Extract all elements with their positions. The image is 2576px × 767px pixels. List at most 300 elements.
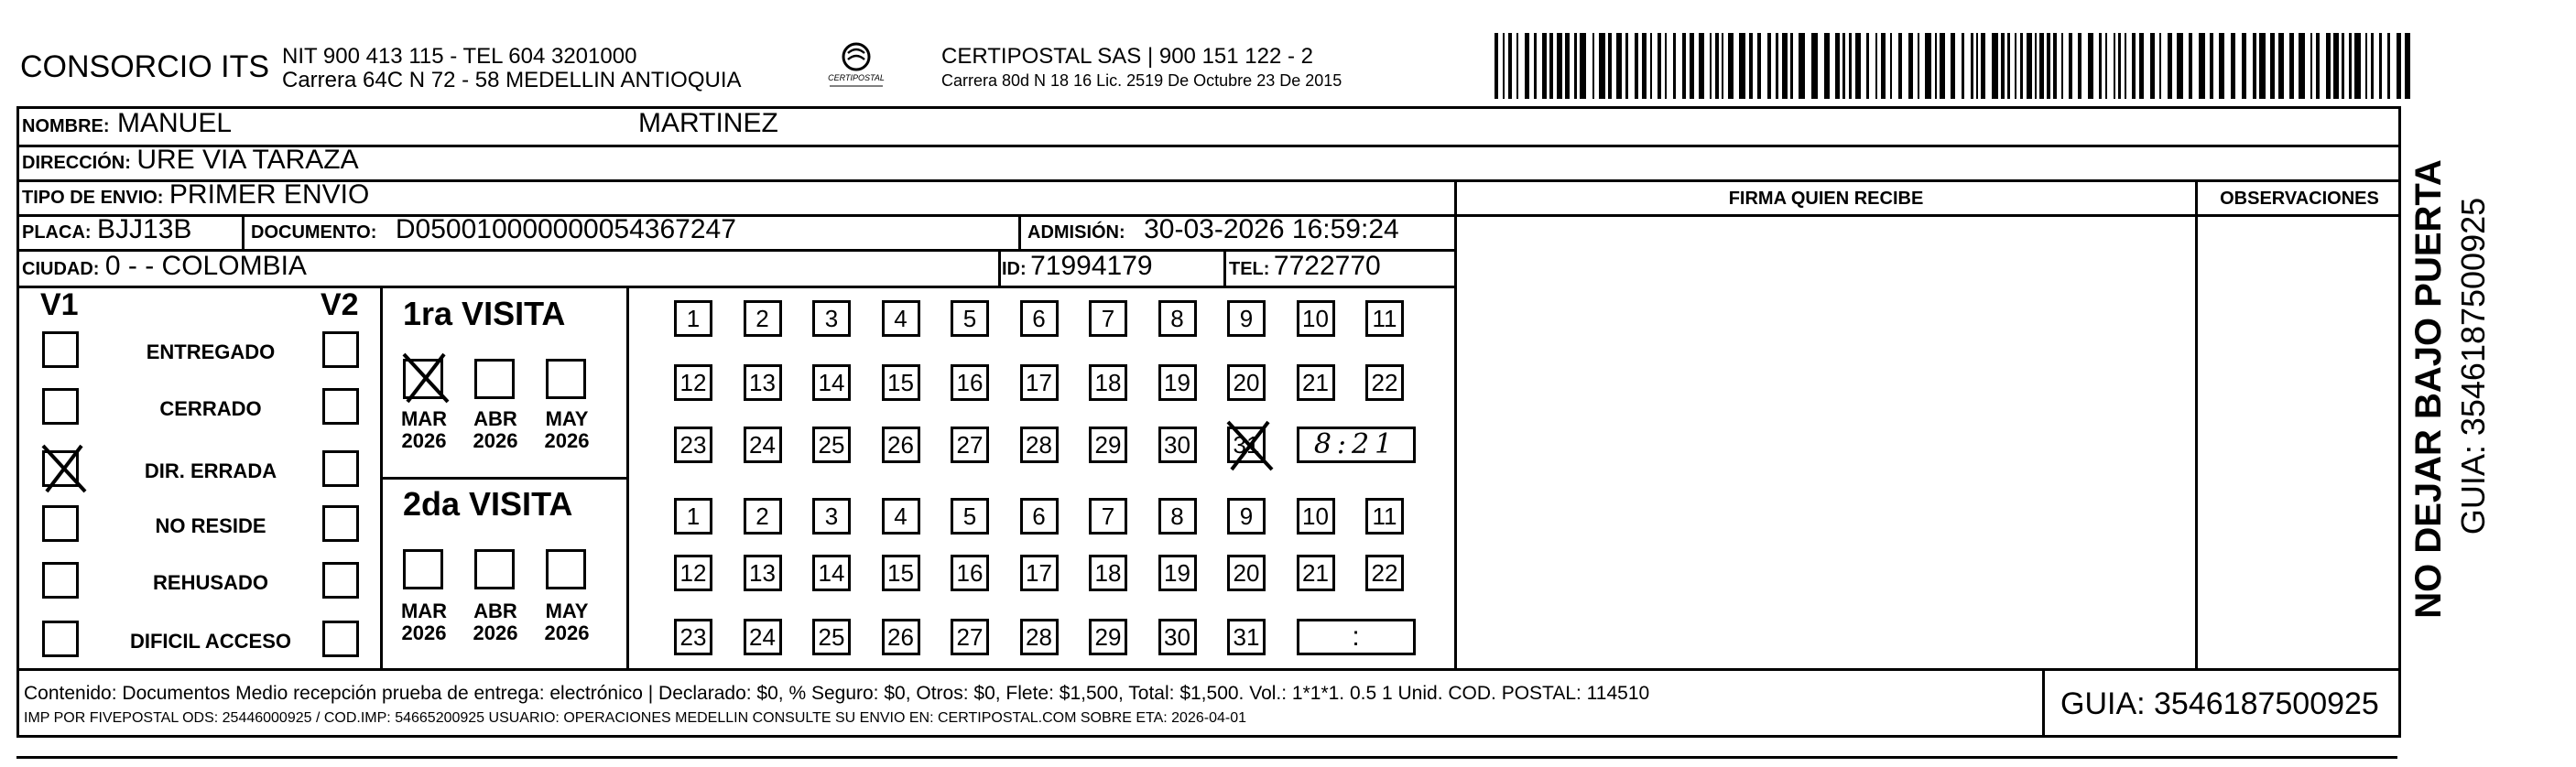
day-number: 24	[749, 431, 776, 459]
barcode-bar	[1658, 33, 1661, 99]
day-number: 27	[956, 623, 984, 651]
barcode-bar	[2001, 33, 2005, 99]
barcode-bar	[1811, 33, 1818, 99]
visit1-day-box[interactable]	[882, 300, 920, 337]
barcode-bar	[1824, 33, 1830, 99]
x-mark-icon	[39, 444, 89, 493]
day-number: 9	[1239, 502, 1254, 530]
visit1-day-box[interactable]	[674, 427, 712, 463]
barcode-bar	[1710, 33, 1712, 99]
plate-row	[22, 214, 191, 245]
visit2-day-box[interactable]	[1089, 619, 1127, 655]
document-value: D050010000000054367247	[395, 214, 736, 244]
plate-value: BJJ13B	[97, 214, 192, 244]
visit1-month-checkbox[interactable]	[546, 359, 586, 399]
day-number: 10	[1302, 305, 1329, 332]
visit1-month-label	[467, 408, 524, 452]
v1-checkbox[interactable]	[42, 562, 79, 599]
barcode-bar	[2259, 33, 2266, 99]
document-label: DOCUMENTO:	[251, 222, 377, 243]
company-info-line1: NIT 900 413 115 - TEL 604 3201000	[282, 44, 637, 69]
day-number: 15	[887, 559, 914, 587]
month-year: 2026	[473, 621, 518, 644]
day-number: 30	[1164, 623, 1190, 651]
barcode-bar	[2061, 33, 2063, 99]
barcode-bar	[1890, 33, 1892, 99]
barcode-bar	[2210, 33, 2213, 99]
barcode-bar	[1549, 33, 1553, 99]
status-label: DIR. ERRADA	[144, 459, 277, 482]
barcode-bar	[1962, 33, 1964, 99]
status-label: CERRADO	[159, 397, 262, 420]
day-number: 7	[1101, 502, 1115, 530]
barcode-bar	[1782, 33, 1788, 99]
day-number: 31	[1233, 623, 1260, 651]
barcode-bar	[2168, 33, 2172, 99]
day-number: 15	[887, 369, 914, 396]
day-number: 17	[1026, 559, 1052, 587]
month-name: ABR	[473, 407, 517, 430]
barcode-bar	[1799, 33, 1805, 99]
barcode-bar	[2199, 33, 2205, 99]
id-label: ID:	[1002, 259, 1027, 279]
barcode-bar	[1918, 33, 1919, 99]
day-number: 9	[1239, 305, 1254, 332]
admission-label: ADMISIÓN:	[1027, 222, 1125, 243]
day-number: 22	[1371, 559, 1398, 587]
status-label: ENTREGADO	[146, 340, 276, 363]
shipping-type-row	[22, 179, 369, 211]
company-name: CONSORCIO ITS	[20, 49, 270, 84]
visit2-day-box[interactable]	[674, 619, 712, 655]
visit1-day-box[interactable]	[812, 427, 851, 463]
visit2-day-box[interactable]	[1020, 555, 1059, 591]
barcode-bar	[2342, 33, 2344, 99]
day-number: 17	[1026, 369, 1052, 396]
barcode-bar	[2007, 33, 2010, 99]
barcode-bar	[2020, 33, 2023, 99]
visit2-month-checkbox[interactable]	[546, 549, 586, 589]
visit2-day-box[interactable]	[951, 619, 989, 655]
visit1-title: 1ra VISITA	[403, 295, 566, 332]
visit1-day-box[interactable]	[674, 364, 712, 401]
address-value: URE VIA TARAZA	[136, 145, 359, 175]
barcode-bar	[1849, 33, 1852, 99]
barcode-bar	[1757, 33, 1761, 99]
tel-label: TEL:	[1229, 259, 1270, 279]
visit2-day-box[interactable]	[1158, 555, 1197, 591]
last-name: MARTINEZ	[638, 108, 778, 138]
barcode-bar	[2015, 33, 2016, 99]
day-number: 29	[1094, 431, 1122, 459]
visit1-time-box[interactable]	[1297, 427, 1416, 463]
barcode-bar	[1635, 33, 1638, 99]
visit1-day-box[interactable]	[1158, 364, 1197, 401]
visit2-day-box[interactable]	[1365, 555, 1404, 591]
visit2-month-checkbox[interactable]	[474, 549, 515, 589]
carrier-logo	[815, 40, 897, 97]
barcode-bar	[1673, 33, 1676, 99]
barcode-bar	[2242, 33, 2246, 99]
barcode-bar	[2069, 33, 2072, 99]
barcode-bar	[2379, 33, 2382, 99]
address-label: DIRECCIÓN:	[22, 153, 131, 173]
visit1-month-label	[396, 408, 452, 452]
day-number: 2	[755, 502, 769, 530]
visit2-day-box[interactable]	[1227, 498, 1266, 535]
visit2-day-box[interactable]	[674, 555, 712, 591]
day-number: 23	[679, 431, 707, 459]
visit2-month-label	[396, 600, 452, 644]
v1-checkbox[interactable]	[42, 331, 79, 368]
barcode-bar	[1935, 33, 1937, 99]
barcode-bar	[1976, 33, 1978, 99]
visit2-day-box[interactable]	[1158, 619, 1197, 655]
day-number: 27	[956, 431, 984, 459]
v2-checkbox[interactable]	[322, 331, 359, 368]
barcode-bar	[2371, 33, 2374, 99]
visit1-day-box[interactable]	[1158, 300, 1197, 337]
tel-value: 7722770	[1273, 251, 1381, 281]
visit1-day-box[interactable]	[951, 364, 989, 401]
barcode-bar	[1650, 33, 1652, 99]
barcode-bar	[1749, 33, 1753, 99]
barcode-bar	[2270, 33, 2275, 99]
barcode-bar	[2189, 33, 2192, 99]
x-mark-icon	[400, 352, 451, 404]
visit2-day-box[interactable]	[674, 498, 712, 535]
id-row	[1002, 251, 1153, 282]
v2-checkbox[interactable]	[322, 505, 359, 542]
barcode-bar	[2159, 33, 2161, 99]
visit1-day-box[interactable]	[1365, 364, 1404, 401]
visit2-day-box[interactable]	[1020, 498, 1059, 535]
visit2-day-box[interactable]	[1227, 555, 1266, 591]
day-number: 28	[1026, 431, 1052, 459]
visit2-day-box[interactable]	[1365, 498, 1404, 535]
name-label: NOMBRE:	[22, 116, 110, 136]
day-number: 13	[749, 559, 776, 587]
v1-checkbox[interactable]	[42, 388, 79, 425]
barcode-bar	[1534, 33, 1537, 99]
visit2-day-box[interactable]	[812, 498, 851, 535]
barcode-bar	[2354, 33, 2361, 99]
visit2-time-value: :	[1352, 621, 1360, 652]
id-value: 71994179	[1030, 251, 1153, 281]
barcode-bar	[1992, 33, 1998, 99]
barcode-bar	[2088, 33, 2093, 99]
barcode-bar	[1722, 33, 1723, 99]
shipping-type-label: TIPO DE ENVIO:	[22, 188, 164, 208]
day-number: 5	[962, 502, 977, 530]
barcode-bar	[1875, 33, 1877, 99]
day-number: 1	[686, 305, 701, 332]
carrier-info-line1: CERTIPOSTAL SAS | 900 151 122 - 2	[941, 44, 1313, 69]
visit1-day-box[interactable]	[812, 364, 851, 401]
barcode-bar	[2125, 33, 2126, 99]
visit1-day-box[interactable]	[1089, 364, 1127, 401]
visit1-day-box[interactable]	[1158, 427, 1197, 463]
barcode-bar	[1599, 33, 1605, 99]
barcode-bar	[2365, 33, 2367, 99]
day-number: 18	[1094, 369, 1122, 396]
x-mark-icon	[1224, 420, 1276, 471]
visit2-day-box[interactable]	[1089, 498, 1127, 535]
barcode-bar	[1866, 33, 1869, 99]
day-number: 2	[755, 305, 769, 332]
day-number: 23	[679, 623, 707, 651]
barcode-icon	[1495, 33, 2410, 99]
visit1-day-box[interactable]	[1227, 427, 1266, 463]
barcode-bar	[1981, 33, 1985, 99]
visit1-day-box[interactable]	[1227, 364, 1266, 401]
barcode-bar	[1516, 33, 1518, 99]
address-row	[22, 145, 359, 176]
day-number: 26	[887, 623, 914, 651]
day-number: 29	[1094, 623, 1122, 651]
barcode-bar	[1951, 33, 1955, 99]
barcode-bar	[1925, 33, 1931, 99]
visit1-day-box[interactable]	[674, 300, 712, 337]
first-name: MANUEL	[117, 108, 233, 138]
visit2-day-box[interactable]	[744, 498, 782, 535]
barcode-bar	[1767, 33, 1771, 99]
visit1-day-box[interactable]	[1297, 364, 1335, 401]
barcode-bar	[1898, 33, 1902, 99]
day-number: 20	[1233, 559, 1260, 587]
barcode-bar	[1881, 33, 1886, 99]
visit2-day-box[interactable]	[1227, 619, 1266, 655]
day-number: 6	[1032, 305, 1046, 332]
visit2-day-box[interactable]	[882, 619, 920, 655]
barcode-bar	[2349, 33, 2352, 99]
visit2-day-box[interactable]	[1089, 555, 1127, 591]
visit1-month-checkbox[interactable]	[474, 359, 515, 399]
visit2-day-box[interactable]	[744, 619, 782, 655]
day-number: 4	[894, 305, 908, 332]
day-number: 7	[1101, 305, 1115, 332]
visit2-day-box[interactable]	[1297, 555, 1335, 591]
v1-checkbox[interactable]	[42, 450, 79, 487]
day-number: 10	[1302, 502, 1329, 530]
barcode-bar	[1728, 33, 1734, 99]
barcode-bar	[1971, 33, 1973, 99]
shipping-type-value: PRIMER ENVIO	[168, 179, 370, 210]
footer-content-line: Contenido: Documentos Medio recepción prueba de entrega: electrónico | Declarado: $0, % Seguro: $0, Otros: $0, Flete: $1,500, Total: $1,500. Vol.: 1*1*1. 0.5 1 Unid. COD. POSTAL: 114510	[24, 683, 1650, 704]
barcode-bar	[1557, 33, 1562, 99]
visit2-month-checkbox[interactable]	[403, 549, 443, 589]
barcode-bar	[1503, 33, 1505, 99]
barcode-bar	[1616, 33, 1622, 99]
day-number: 12	[679, 559, 707, 587]
visit1-day-box[interactable]	[744, 300, 782, 337]
city-row	[22, 251, 307, 282]
side-guia: GUIA: 3546187500925	[2454, 197, 2492, 535]
day-number: 11	[1372, 502, 1397, 530]
plate-label: PLACA:	[22, 222, 92, 243]
visit1-day-box[interactable]	[1089, 427, 1127, 463]
day-number: 21	[1302, 559, 1329, 587]
day-number: 19	[1164, 369, 1190, 396]
footer-info-line: IMP POR FIVEPOSTAL ODS: 25446000925 / COD.IMP: 54665200925 USUARIO: OPERACIONES MEDELLIN CONSULTE SU ENVIO EN: CERTIPOSTAL.COM SOBRE ETA: 2026-04-01	[24, 710, 1246, 726]
month-name: MAY	[545, 600, 589, 622]
barcode-bar	[1776, 33, 1778, 99]
admission-value: 30-03-2026 16:59:24	[1144, 214, 1399, 244]
barcode-bar	[2177, 33, 2183, 99]
visit1-day-box[interactable]	[1020, 427, 1059, 463]
barcode-bar	[1525, 33, 1529, 99]
month-year: 2026	[544, 429, 590, 452]
observations-header: OBSERVACIONES	[2220, 189, 2379, 209]
barcode-bar	[1940, 33, 1945, 99]
visit1-month-label	[538, 408, 595, 452]
day-number: 19	[1164, 559, 1190, 587]
barcode-bar	[1665, 33, 1667, 99]
company-info-line2: Carrera 64C N 72 - 58 MEDELLIN ANTIOQUIA	[282, 68, 742, 92]
barcode-bar	[1625, 33, 1628, 99]
barcode-bar	[2397, 33, 2401, 99]
visit1-day-box[interactable]	[1365, 300, 1404, 337]
barcode-bar	[1574, 33, 1577, 99]
admission-row	[1027, 214, 1399, 245]
barcode-bar	[2278, 33, 2284, 99]
v1-header: V1	[40, 287, 79, 322]
visit1-day-box[interactable]	[951, 427, 989, 463]
day-number: 25	[818, 431, 845, 459]
visit2-day-box[interactable]	[951, 498, 989, 535]
day-number: 3	[824, 305, 839, 332]
month-name: MAR	[400, 600, 448, 622]
barcode-bar	[1715, 33, 1719, 99]
day-number: 12	[679, 369, 707, 396]
status-label: REHUSADO	[153, 571, 268, 594]
barcode-bar	[2105, 33, 2107, 99]
month-year: 2026	[473, 429, 518, 452]
visit1-day-box[interactable]	[1227, 300, 1266, 337]
status-label: NO RESIDE	[155, 514, 266, 537]
barcode-bar	[1608, 33, 1612, 99]
visit1-month-checkbox[interactable]	[403, 359, 443, 399]
month-year: 2026	[401, 429, 447, 452]
day-number: 30	[1164, 431, 1190, 459]
month-year: 2026	[401, 621, 447, 644]
barcode-bar	[2231, 33, 2235, 99]
v1-checkbox[interactable]	[42, 505, 79, 542]
day-number: 8	[1170, 305, 1184, 332]
barcode-bar	[1908, 33, 1913, 99]
carrier-info-line2: Carrera 80d N 18 16 Lic. 2519 De Octubre 23 De 2015	[941, 71, 1342, 90]
barcode-bar	[1542, 33, 1547, 99]
day-number: 31	[1233, 431, 1260, 459]
barcode-bar	[1508, 33, 1512, 99]
day-number: 14	[818, 559, 845, 587]
visit1-day-box[interactable]	[1089, 300, 1127, 337]
day-number: 24	[749, 623, 776, 651]
day-number: 1	[686, 502, 701, 530]
visit1-day-box[interactable]	[1020, 300, 1059, 337]
name-row	[22, 108, 232, 145]
visit1-time-value: 8:21	[1313, 428, 1398, 460]
day-number: 5	[962, 305, 977, 332]
tel-row	[1229, 251, 1381, 282]
v2-checkbox[interactable]	[322, 450, 359, 487]
barcode-bar	[2333, 33, 2339, 99]
day-number: 3	[824, 502, 839, 530]
barcode-bar	[2132, 33, 2136, 99]
status-label: DIFICIL ACCESO	[129, 630, 291, 653]
barcode-bar	[2316, 33, 2320, 99]
day-number: 28	[1026, 623, 1052, 651]
barcode-bar	[2289, 33, 2294, 99]
visit1-day-box[interactable]	[882, 364, 920, 401]
barcode-bar	[2150, 33, 2155, 99]
side-warning: NO DEJAR BAJO PUERTA	[2408, 159, 2449, 619]
barcode-bar	[1580, 33, 1586, 99]
document-row	[251, 214, 736, 245]
visit2-title: 2da VISITA	[403, 485, 573, 523]
visit1-day-box[interactable]	[812, 300, 851, 337]
visit2-day-box[interactable]	[812, 619, 851, 655]
visit1-day-box[interactable]	[1020, 364, 1059, 401]
barcode-bar	[2310, 33, 2312, 99]
barcode-bar	[1842, 33, 1845, 99]
v2-checkbox[interactable]	[322, 621, 359, 657]
barcode-bar	[1592, 33, 1594, 99]
visit2-day-box[interactable]	[1020, 619, 1059, 655]
visit2-day-box[interactable]	[744, 555, 782, 591]
barcode-bar	[1495, 33, 1498, 99]
v2-header: V2	[321, 287, 359, 322]
visit1-day-box[interactable]	[744, 427, 782, 463]
visit2-day-box[interactable]	[882, 555, 920, 591]
visit1-day-box[interactable]	[1297, 300, 1335, 337]
certipostal-logo-icon	[815, 40, 897, 97]
barcode-bar	[2078, 33, 2081, 99]
visit2-day-box[interactable]	[951, 555, 989, 591]
visit2-day-box[interactable]	[812, 555, 851, 591]
day-number: 26	[887, 431, 914, 459]
day-number: 16	[956, 559, 984, 587]
visit2-month-label	[538, 600, 595, 644]
barcode-bar	[2387, 33, 2390, 99]
visit1-day-box[interactable]	[882, 427, 920, 463]
v2-checkbox[interactable]	[322, 562, 359, 599]
barcode-bar	[1699, 33, 1704, 99]
barcode-bar	[2405, 33, 2410, 99]
visit2-day-box[interactable]	[1297, 498, 1335, 535]
v1-checkbox[interactable]	[42, 621, 79, 657]
visit1-day-box[interactable]	[744, 364, 782, 401]
v2-checkbox[interactable]	[322, 388, 359, 425]
barcode-bar	[1690, 33, 1694, 99]
visit2-time-box[interactable]	[1297, 619, 1416, 655]
barcode-bar	[2039, 33, 2044, 99]
visit2-day-box[interactable]	[882, 498, 920, 535]
day-number: 14	[818, 369, 845, 396]
visit2-day-box[interactable]	[1158, 498, 1197, 535]
barcode-bar	[2118, 33, 2121, 99]
barcode-bar	[2299, 33, 2305, 99]
barcode-bar	[2053, 33, 2057, 99]
day-number: 20	[1233, 369, 1260, 396]
day-number: 13	[749, 369, 776, 396]
day-number: 25	[818, 623, 845, 651]
visit1-day-box[interactable]	[951, 300, 989, 337]
visit2-month-label	[467, 600, 524, 644]
barcode-bar	[1835, 33, 1840, 99]
barcode-bar	[2099, 33, 2102, 99]
barcode-bar	[1642, 33, 1647, 99]
